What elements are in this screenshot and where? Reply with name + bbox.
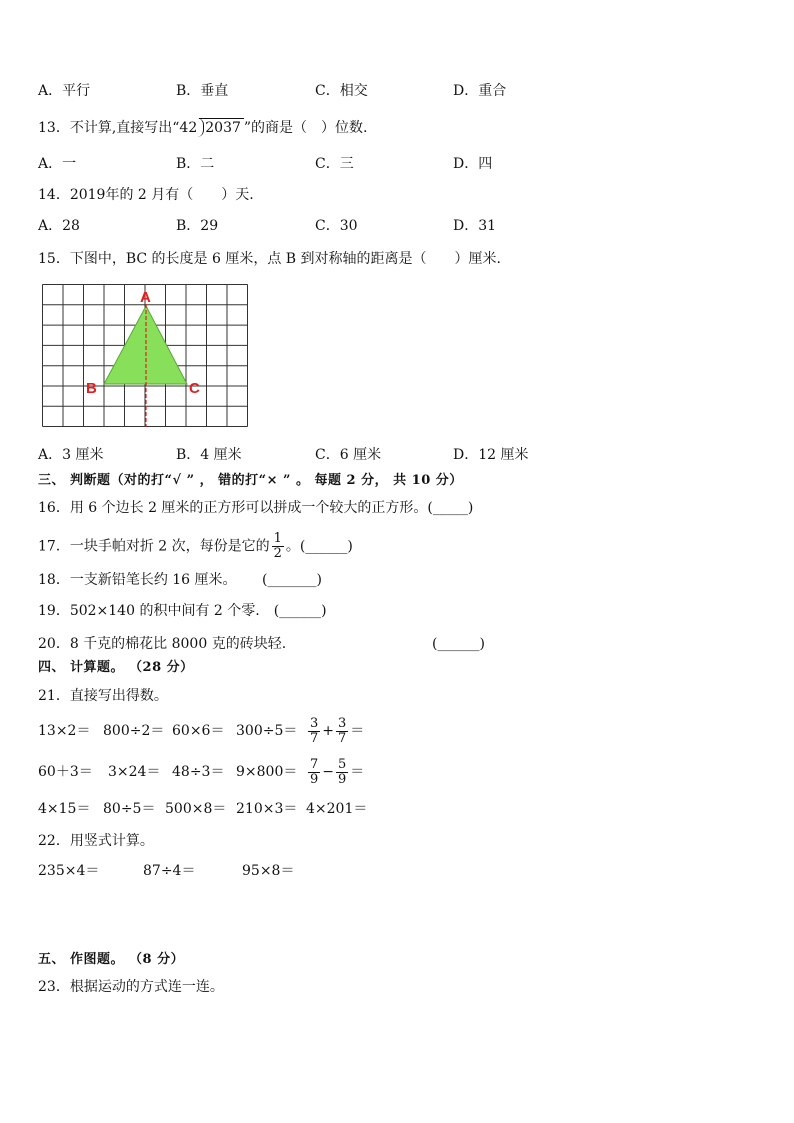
denominator: 9 (310, 771, 319, 787)
q13-option-d: D．四 (453, 156, 493, 172)
question-14: 14．2019年的 2 月有（ ）天. (38, 187, 254, 203)
q14-option-d: D．31 (453, 218, 497, 234)
calc-r1-fraction-expr (306, 713, 364, 749)
q15-option-a: A．3 厘米 (38, 447, 104, 463)
calc-r3-2: 80÷5＝ (103, 801, 156, 817)
calc-r3-5: 4×201＝ (306, 801, 368, 817)
q13-option-c: C．三 (315, 156, 354, 172)
long-division-symbol (199, 118, 244, 137)
q17-fraction-numerator: 1 (273, 531, 282, 546)
grid-triangle-figure (42, 284, 248, 427)
denominator: 9 (338, 771, 347, 787)
section-4-title: 四、 计算题。 （28 分） (38, 660, 194, 675)
calc-r3-3: 500×8＝ (165, 801, 227, 817)
q12-option-d: D．重合 (453, 83, 507, 99)
q20-answer-blank: (______) (432, 636, 485, 652)
vertex-label-b: B (86, 380, 97, 397)
numerator: 3 (310, 715, 319, 731)
q17-text-before: 17．一块手帕对折 2 次，每份是它的 (38, 538, 270, 555)
question-23: 23．根据运动的方式连一连。 (38, 979, 224, 995)
q12-option-b: B．垂直 (176, 83, 229, 99)
q17-fraction-denominator: 2 (273, 546, 282, 561)
q14-option-a: A．28 (38, 218, 80, 234)
q13-option-a: A．一 (38, 156, 77, 172)
calc-r2-4: 9×800＝ (236, 764, 298, 780)
q15-option-d: D．12 厘米 (453, 447, 529, 463)
question-17 (38, 532, 353, 561)
q14-option-b: B．29 (176, 218, 219, 234)
numerator: 5 (338, 756, 347, 772)
denominator: 7 (338, 730, 347, 746)
calc-r3-4: 210×3＝ (236, 801, 298, 817)
question-15: 15．下图中，BC 的长度是 6 厘米，点 B 到对称轴的距离是（ ）厘米. (38, 251, 501, 267)
vertex-label-a: A (140, 289, 151, 306)
q12-option-a: A．平行 (38, 83, 91, 99)
calc-r3-1: 4×15＝ (38, 801, 91, 817)
calc-r2-1: 60＋3＝ (38, 764, 93, 780)
calc-r2-fraction-expr (306, 754, 364, 790)
calc-r1-4: 300÷5＝ (236, 723, 298, 739)
q13-dividend: 2037 (205, 120, 241, 136)
question-18: 18．一支新铅笔长约 16 厘米。 (_______) (38, 572, 322, 588)
fraction-3-7-b (336, 717, 348, 746)
fraction-5-9 (336, 758, 348, 787)
calc-r2-2: 3×24＝ (108, 764, 161, 780)
vertical-calc-1: 235×4＝ (38, 863, 100, 879)
q12-option-c: C．相交 (315, 83, 368, 99)
question-13 (38, 118, 368, 137)
q13-option-b: B．二 (176, 156, 215, 172)
calc-r1-2: 800÷2＝ (103, 723, 165, 739)
equals-sign: ＝ (350, 764, 365, 780)
q13-text-before: 13．不计算,直接写出“42 (38, 120, 198, 136)
calc-r2-3: 48÷3＝ (172, 764, 225, 780)
q13-text-after: ”的商是（ ）位数. (243, 120, 368, 136)
equals-sign: ＝ (350, 723, 365, 739)
calc-r1-3: 60×6＝ (172, 723, 225, 739)
section-3-title: 三、 判断题（对的打“√ ” ， 错的打“× ” 。 每题 2 分， 共 10 分） (38, 473, 463, 488)
vertex-label-c: C (189, 380, 200, 397)
q14-option-c: C．30 (315, 218, 358, 234)
section-5-title: 五、 作图题。 （8 分） (38, 952, 185, 967)
denominator: 7 (310, 730, 319, 746)
fraction-3-7-a (308, 717, 320, 746)
question-20: 20．8 千克的棉花比 8000 克的砖块轻. (38, 636, 287, 652)
q17-fraction (272, 532, 284, 561)
numerator: 7 (310, 756, 319, 772)
q17-text-after: 。(______) (285, 538, 353, 555)
numerator: 3 (338, 715, 347, 731)
q15-option-b: B．4 厘米 (176, 447, 242, 463)
vertical-calc-2: 87÷4＝ (143, 863, 196, 879)
operator-minus: − (322, 764, 335, 780)
q15-option-c: C．6 厘米 (315, 447, 382, 463)
question-16: 16．用 6 个边长 2 厘米的正方形可以拼成一个较大的正方形。(_____) (38, 500, 474, 516)
question-22: 22．用竖式计算。 (38, 833, 154, 849)
vertical-calc-3: 95×8＝ (242, 863, 295, 879)
operator-plus: + (322, 723, 335, 739)
calc-r1-1: 13×2＝ (38, 723, 91, 739)
fraction-7-9 (308, 758, 320, 787)
question-19: 19．502×140 的积中间有 2 个零. (______) (38, 603, 327, 619)
question-21: 21．直接写出得数。 (38, 688, 168, 704)
